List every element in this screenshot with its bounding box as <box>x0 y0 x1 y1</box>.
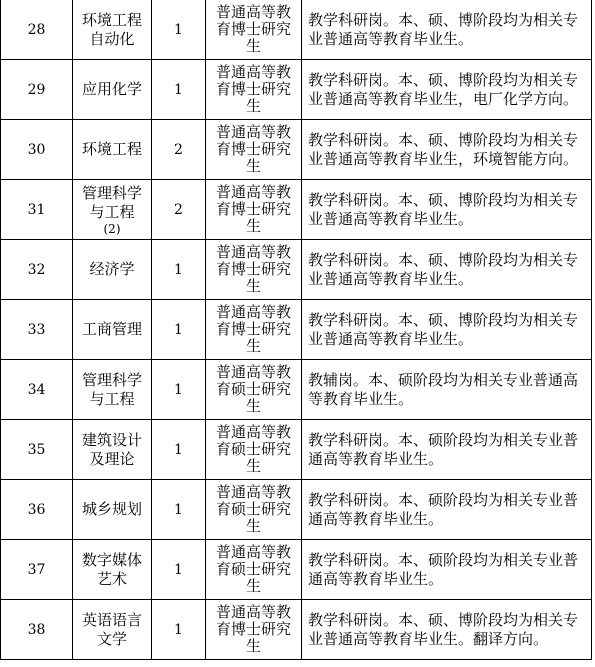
table-row <box>1 420 592 480</box>
table-row <box>1 240 592 300</box>
row-number: 30 <box>1 120 73 180</box>
headcount: 1 <box>152 600 206 660</box>
requirements: 教学科研岗。本、硕、博阶段均为相关专业普通高等教育毕业生。翻译方向。 <box>302 600 592 660</box>
major-cell <box>73 0 152 60</box>
major-note: (2) <box>103 221 121 236</box>
headcount: 1 <box>152 480 206 540</box>
major-name: 经济学 <box>89 260 135 278</box>
headcount: 1 <box>152 0 206 60</box>
education-level: 普通高等教育博士研究生 <box>206 300 302 360</box>
education-level: 普通高等教育博士研究生 <box>206 0 302 60</box>
row-number: 32 <box>1 240 73 300</box>
table-row <box>1 0 592 60</box>
headcount: 1 <box>152 300 206 360</box>
table-row <box>1 480 592 540</box>
education-level: 普通高等教育博士研究生 <box>206 120 302 180</box>
row-number: 33 <box>1 300 73 360</box>
requirements: 教学科研岗。本、硕、博阶段均为相关专业普通高等教育毕业生。 <box>302 180 592 240</box>
headcount: 1 <box>152 240 206 300</box>
education-level: 普通高等教育博士研究生 <box>206 180 302 240</box>
table-row <box>1 60 592 120</box>
table-row <box>1 180 592 240</box>
major-cell <box>73 120 152 180</box>
headcount: 2 <box>152 120 206 180</box>
requirements: 教学科研岗。本、硕阶段均为相关专业普通高等教育毕业生。 <box>302 480 592 540</box>
major-cell <box>73 540 152 600</box>
requirements: 教学科研岗。本、硕阶段均为相关专业普通高等教育毕业生。 <box>302 540 592 600</box>
table-body <box>1 0 592 660</box>
major-name: 英语语言文学 <box>81 610 142 648</box>
table-row <box>1 540 592 600</box>
row-number: 34 <box>1 360 73 420</box>
headcount: 1 <box>152 360 206 420</box>
requirements: 教学科研岗。本、硕、博阶段均为相关专业普通高等教育毕业生，电厂化学方向。 <box>302 60 592 120</box>
requirements: 教辅岗。本、硕阶段均为相关专业普通高等教育毕业生。 <box>302 360 592 420</box>
major-name: 数字媒体艺术 <box>81 550 142 588</box>
row-number: 37 <box>1 540 73 600</box>
table-row <box>1 600 592 660</box>
major-name: 管理科学与工程 <box>81 370 142 408</box>
major-cell <box>73 180 152 240</box>
requirements: 教学科研岗。本、硕、博阶段均为相关专业普通高等教育毕业生。 <box>302 240 592 300</box>
headcount: 1 <box>152 540 206 600</box>
requirements: 教学科研岗。本、硕、博阶段均为相关专业普通高等教育毕业生，环境智能方向。 <box>302 120 592 180</box>
major-name: 建筑设计及理论 <box>81 430 142 468</box>
education-level: 普通高等教育博士研究生 <box>206 60 302 120</box>
table-row <box>1 360 592 420</box>
row-number: 29 <box>1 60 73 120</box>
major-name: 应用化学 <box>81 80 142 98</box>
major-name: 城乡规划 <box>81 500 142 518</box>
education-level: 普通高等教育博士研究生 <box>206 240 302 300</box>
headcount: 1 <box>152 420 206 480</box>
education-level: 普通高等教育硕士研究生 <box>206 360 302 420</box>
major-cell <box>73 240 152 300</box>
major-cell <box>73 420 152 480</box>
table-row <box>1 120 592 180</box>
major-name: 管理科学与工程 <box>81 183 142 221</box>
major-name: 工商管理 <box>81 320 142 338</box>
row-number: 28 <box>1 0 73 60</box>
row-number: 36 <box>1 480 73 540</box>
row-number: 38 <box>1 600 73 660</box>
headcount: 2 <box>152 180 206 240</box>
major-name: 环境工程自动化 <box>81 10 142 48</box>
major-cell <box>73 600 152 660</box>
education-level: 普通高等教育硕士研究生 <box>206 540 302 600</box>
major-cell <box>73 480 152 540</box>
education-level: 普通高等教育硕士研究生 <box>206 420 302 480</box>
requirements: 教学科研岗。本、硕、博阶段均为相关专业普通高等教育毕业生。 <box>302 300 592 360</box>
row-number: 31 <box>1 180 73 240</box>
table-row <box>1 300 592 360</box>
education-level: 普通高等教育硕士研究生 <box>206 480 302 540</box>
row-number: 35 <box>1 420 73 480</box>
education-level: 普通高等教育博士研究生 <box>206 600 302 660</box>
major-name: 环境工程 <box>81 140 142 158</box>
major-cell <box>73 300 152 360</box>
headcount: 1 <box>152 60 206 120</box>
major-cell <box>73 360 152 420</box>
major-cell <box>73 60 152 120</box>
requirements: 教学科研岗。本、硕、博阶段均为相关专业普通高等教育毕业生。 <box>302 0 592 60</box>
requirements: 教学科研岗。本、硕阶段均为相关专业普通高等教育毕业生。 <box>302 420 592 480</box>
